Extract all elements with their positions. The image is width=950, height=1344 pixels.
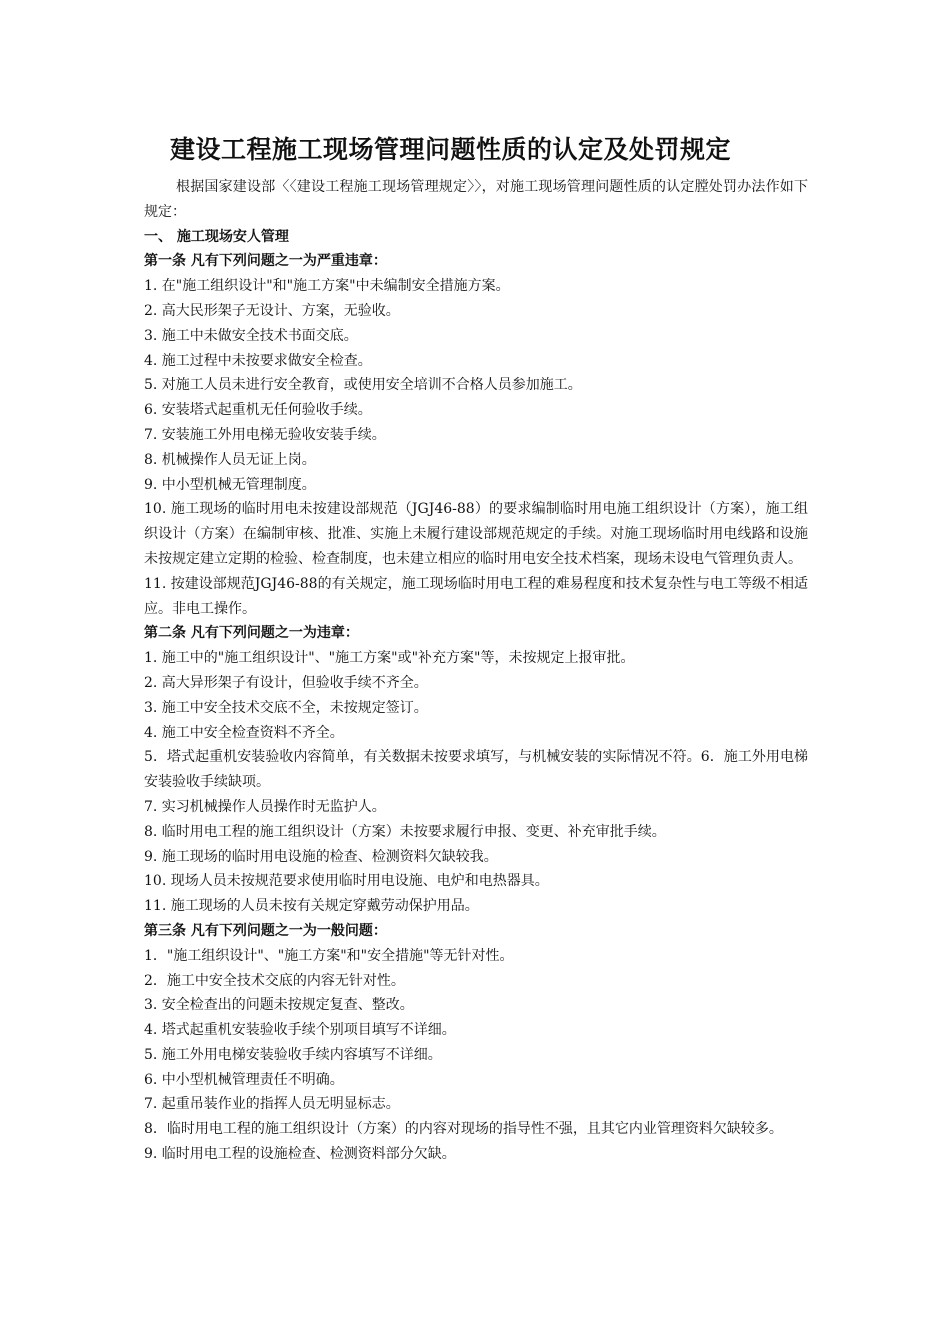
list-item: 7. 安装施工外用电梯无验收安装手续。 bbox=[144, 426, 386, 443]
list-item: 9. 中小型机械无管理制度。 bbox=[144, 476, 316, 493]
list-item: 8. 临时用电工程的施工组织设计（方案）未按要求履行申报、变更、补充审批手续。 bbox=[144, 823, 666, 840]
list-item: 2. 高大异形架子有设计，但验收手续不齐全。 bbox=[144, 674, 428, 691]
list-item: 3. 施工中安全技术交底不全，未按规定签订。 bbox=[144, 699, 428, 716]
list-item: 7. 实习机械操作人员操作时无监护人。 bbox=[144, 798, 386, 815]
list-item: 6. 中小型机械管理责任不明确。 bbox=[144, 1071, 344, 1088]
list-item: 5. 施工外用电梯安装验收手续内容填写不详细。 bbox=[144, 1046, 442, 1063]
list-item: 3. 施工中未做安全技术书面交底。 bbox=[144, 327, 358, 344]
list-item: 10. 现场人员未按规范要求使用临时用电设施、电炉和电热器具。 bbox=[144, 873, 549, 890]
list-item: 2．施工中安全技术交底的内容无针对性。 bbox=[144, 972, 405, 989]
list-item: 9. 临时用电工程的设施检查、检测资料部分欠缺。 bbox=[144, 1146, 456, 1163]
list-item: 3. 安全检查出的问题未按规定复查、整改。 bbox=[144, 997, 414, 1014]
list-item: 8．临时用电工程的施工组织设计（方案）的内容对现场的指导性不强，且其它内业管理资料欠缺较多。 bbox=[144, 1121, 783, 1138]
article-heading: 第二条 凡有下列问题之一为违章： bbox=[144, 625, 359, 642]
article-heading: 第一条 凡有下列问题之一为严重违章： bbox=[144, 253, 387, 270]
list-item: 4. 塔式起重机安装验收手续个别项目填写不详细。 bbox=[144, 1022, 456, 1039]
list-item: 9. 施工现场的临时用电设施的检查、检测资料欠缺较我。 bbox=[144, 848, 498, 865]
list-item: 8. 机械操作人员无证上岗。 bbox=[144, 451, 316, 468]
section-heading: 一、 施工现场安人管理 bbox=[144, 228, 289, 245]
article-1 bbox=[144, 249, 808, 621]
list-item: 11. 按建设部规范JGJ46-88的有关规定，施工现场临时用电工程的难易程度和技术复杂性与电工等级不相适应。非电工操作。 bbox=[144, 575, 808, 617]
list-item: 2. 高大民形架子无设计、方案，无验收。 bbox=[144, 302, 400, 319]
list-item: 10. 施工现场的临时用电未按建设部规范（JGJ46-88）的要求编制临时用电施工组织设计（方案），施工组织设计（方案）在编制审核、批准、实施上未履行建设部规范规定的手续。对施工现场临时用电线路和设施未按规定建立定期的检验、检查制度，也未建立相应的临时用电安全技术档案，现场未设电气管理负责人。 bbox=[144, 501, 808, 567]
list-item: 4. 施工过程中未按要求做安全检查。 bbox=[144, 352, 372, 369]
list-item: 5．塔式起重机安装验收内容简单，有关数据未按要求填写，与机械安装的实际情况不符。6．施工外用电梯安装验收手续缺项。 bbox=[144, 749, 808, 791]
article-2 bbox=[144, 621, 808, 919]
list-item: 1．"施工组织设计"、"施工方案"和"安全措施"等无针对性。 bbox=[144, 947, 514, 964]
document-body bbox=[144, 175, 808, 1167]
article-heading: 第三条 凡有下列问题之一为一般问题： bbox=[144, 922, 387, 939]
list-item: 7. 起重吊装作业的指挥人员无明显标志。 bbox=[144, 1096, 400, 1113]
list-item: 11. 施工现场的人员未按有关规定穿戴劳动保护用品。 bbox=[144, 898, 479, 915]
list-item: 6. 安装塔式起重机无任何验收手续。 bbox=[144, 402, 372, 419]
list-item: 4. 施工中安全检查资料不齐全。 bbox=[144, 724, 344, 741]
list-item: 1. 施工中的"施工组织设计"、"施工方案"或"补充方案"等，未按规定上报审批。 bbox=[144, 650, 635, 667]
article-3 bbox=[144, 919, 808, 1167]
intro-paragraph: 根据国家建设部〈〈建设工程施工现场管理规定〉〉，对施工现场管理问题性质的认定膛处罚办法作如下规定： bbox=[144, 179, 808, 220]
list-item: 5. 对施工人员未进行安全教育，或使用安全培训不合格人员参加施工。 bbox=[144, 377, 582, 394]
document-title: 建设工程施工现场管理问题性质的认定及处罚规定 bbox=[170, 135, 732, 164]
list-item: 1. 在"施工组织设计"和"施工方案"中未编制安全措施方案。 bbox=[144, 278, 510, 295]
